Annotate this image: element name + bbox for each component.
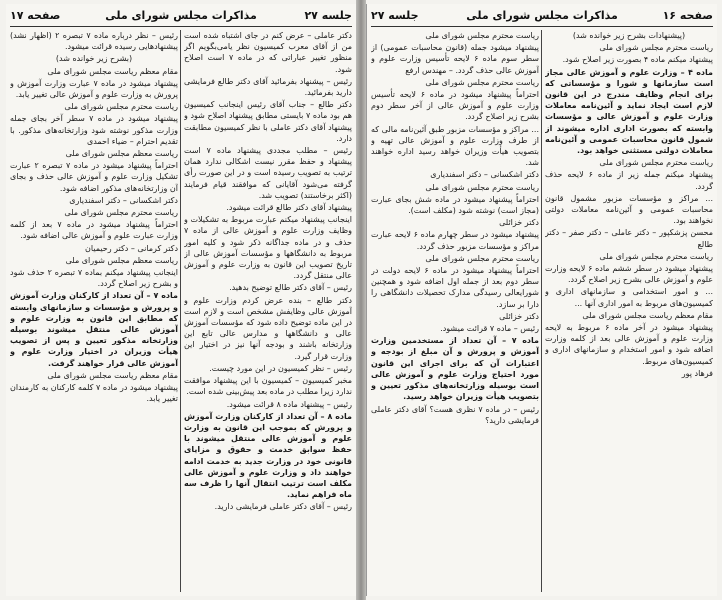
paragraph: دکتر اشکسانی – دکتر اسفندیاری xyxy=(430,170,539,180)
page-title: مذاکرات مجلس شورای ملی xyxy=(466,9,618,22)
paragraph: پیشنهاد میشود جمله (قانون محاسبات عمومی) از سطر سوم ماده ۶ لایحه تأسیس وزارت علوم و آموزش عالی حذف گردد. – مهندس ارفع xyxy=(371,43,539,75)
paragraph: ریاست معظم مجلس شورای ملی xyxy=(65,255,178,265)
paragraph: رئیس – آقای دکتر طالع توضیح بدهید. xyxy=(229,283,352,293)
paragraph: ریاست محترم مجلس شورای ملی xyxy=(425,253,539,263)
paragraph: پیشنهاد میشود در آخر ماده ۶ مربوط به لایحه وزارت علوم و آموزش عالی بعد از کلمه وزارت اضافه شود و امور استخدام و سازمانهای اداری و کمیسیون‌های مربوط. xyxy=(545,323,713,366)
paragraph: پیشنهاد میشود در ماده ۷ سطر آخر بجای جمله وزارت مذکور نوشته شود وزارتخانه‌های مذکور. با تقدیم احترام – ضیاء احمدی xyxy=(10,114,178,146)
paragraph: مقام معظم ریاست مجلس شورای ملی xyxy=(582,310,713,320)
paragraph: احتراماً پیشنهاد میشود در ماده ۶ لایحه تأسیس وزارت علوم و آموزش عالی از آخر سطر دوم بشرح زیر اصلاح گردد. xyxy=(371,90,539,122)
paragraph: پیشنهاد میشود در ماده ۷ عبارت وزارت آموزش و پرورش به وزارت علوم و آموزش عالی تغییر یابد. xyxy=(10,78,178,100)
paragraph: احتراماً پیشنهاد میشود در ماده ۶ لایحه دولت در سطر دوم بعد از جمله اول اضافه شود و همچنین شورایعالی رسیدگی مدارک تحصیلات دانشگاهی را دارا بر سازد. xyxy=(371,266,539,309)
paragraph: ریاست معظم مجلس شورای ملی xyxy=(65,149,178,159)
paragraph: ریاست محترم مجلس شورای ملی xyxy=(64,208,178,218)
paragraph: احتراماً پیشنهاد میشود در ماده ۷ بعد از کلمه وزارت عبارت علوم و آموزش عالی اضافه شود. xyxy=(10,220,178,241)
text-column-right xyxy=(545,30,713,592)
text-column-left xyxy=(371,30,539,592)
page-number: صفحه ۱۶ xyxy=(662,9,713,22)
paragraph: پیشنهاد آقای دکتر طالع قرائت میشود. xyxy=(226,203,352,213)
page-header xyxy=(371,6,713,27)
session-label: جلسه ۲۷ xyxy=(371,9,419,22)
paragraph: پیشنهاد میشود در سطر ششم ماده ۶ لایحه وزارت علوم و آموزش عالی بشرح زیر اصلاح گردد. xyxy=(545,264,713,285)
paragraph: رئیس – ماده ۷ قرائت میشود. xyxy=(440,324,539,334)
page-header xyxy=(10,6,352,27)
paragraph: پیشنهاد میشود در ماده ۷ کلمه کارکنان به کارمندان تغییر یابد. xyxy=(10,383,178,404)
page-title: مذاکرات مجلس شورای ملی xyxy=(105,9,257,22)
paragraph: دکتر طالع – بنده عرض کردم وزارت علوم و آموزش عالی وظایفش مشخص است و لازم است در این ماده توضیح داده شود که مؤسسات آموزش عالی و دانشگاهها و مدارس عالی تابع این وزارتخانه باشند و بودجه آنها نیز در اختیار این وزارت قرار گیرد. xyxy=(184,295,352,361)
paragraph: رئیس – پیشنهاد بفرمائید آقای دکتر طالع فرمایشی دارید بفرمائید. xyxy=(184,76,352,98)
paragraph: ریاست محترم مجلس شورای ملی xyxy=(64,102,178,112)
paragraph: مخبر کمیسیون – کمیسیون با این پیشنهاد موافقت ندارد زیرا مطلب در ماده بعد پیش‌بینی شده است. xyxy=(184,376,352,397)
paragraph: اینجانب پیشنهاد میکنم عبارت مربوط به تشکیلات و وظایف وزارت علوم و آموزش عالی از ماده ۷ حذف و در ماده جداگانه ذکر شود و کلیه امور مربوط به دانشگاهها و مؤسسات آموزش عالی از تاریخ تصویب این قانون به وزارت علوم و آموزش عالی منتقل گردد. xyxy=(184,215,352,281)
paragraph: ریاست محترم مجلس شورای ملی xyxy=(425,182,539,192)
paragraph: احتراماً پیشنهاد میشود در ماده شش بجای عبارت (مجاز است) نوشته شود (مکلف است). xyxy=(371,194,539,216)
page-17 xyxy=(6,4,357,596)
paragraph: ریاست محترم مجلس شورای ملی xyxy=(599,251,713,261)
paragraph: دکتر خزائلی xyxy=(499,218,539,228)
paragraph: پیشنهاد میشود در سطر چهارم ماده ۶ لایحه عبارت مراکز و مؤسسات مزبور حذف گردد. xyxy=(371,230,539,251)
paragraph: (بشرح زیر خوانده شد) xyxy=(55,54,133,64)
paragraph: پیشنهاد میکنم ماده ۴ بصورت زیر اصلاح شود. xyxy=(562,55,713,65)
column-divider xyxy=(180,30,181,592)
paragraph: رئیس – نظر درباره ماده ۷ تبصره ۲ (اظهار نشد) پیشنهادهایی رسیده قرائت میشود. xyxy=(10,31,178,52)
paragraph: ... مراکز و مؤسسات مزبور مشمول قانون محاسبات عمومی و آئین‌نامه معاملات دولتی نخواهند بود. xyxy=(545,193,713,226)
paragraph: ماده ۴ – وزارت علوم و آموزش عالی مجاز است سازمانها و شورا و مؤسساتی که برای انجام وظایف مندرج در این قانون لازم است ایجاد نماید و آئین‌نامه معاملات وزارت علوم و آموزش عالی و مؤسسات وابسته که بصورت اداری اداره میشوند از شمول قانون محاسبات عمومی و آئین‌نامه معاملات دولتی مستثنی خواهد بود. xyxy=(545,67,713,156)
text-column-left xyxy=(10,30,178,592)
paragraph: رئیس – پیشنهاد ماده ۸ قرائت میشود. xyxy=(226,399,352,409)
paragraph: دکتر کرمانی – دکتر رحیمیان xyxy=(85,243,178,253)
paragraph: محسن پزشکپور – دکتر عاملی – دکتر صفر – دکتر طالع xyxy=(545,228,713,249)
page-16 xyxy=(366,4,717,596)
session-label: جلسه ۲۷ xyxy=(304,9,352,22)
paragraph: ... مراکز و مؤسسات مزبور طبق آئین‌نامه مالی که از طرف وزارت علوم و آموزش عالی تهیه و بتصویب هیأت وزیران خواهد رسید اداره خواهند شد. xyxy=(371,124,539,168)
paragraph: اینجانب پیشنهاد میکنم بماده ۷ تبصره ۲ حذف شود و بشرح زیر اصلاح گردد. xyxy=(10,268,178,289)
paragraph: رئیس – مطلب مجددی پیشنهاد ماده ۷ است پیشنهاد و حفظ مقرر نیست اشکالی ندارد همان ترتیب به تصویب رسیده است و در این صورت رأی گرفته می‌شود آقایانی که موافقند قیام فرمایند (اکثر برخاستند) تصویب شد. xyxy=(184,146,352,200)
paragraph: دکتر عاملی – عرض کنم در جای اشتباه شده است من از آقای معرب کمیسیون نظر یامی‌بگویم اگر منظور تغییر عباراتی که در ماده ۷ است اصلاح شود. xyxy=(184,31,352,74)
paragraph: رئیس – آقای دکتر عاملی فرمایشی دارید. xyxy=(214,502,352,512)
column-divider xyxy=(541,30,542,592)
book-gutter xyxy=(356,0,366,600)
paragraph: فرهاد پور xyxy=(681,368,713,378)
text-column-right xyxy=(184,30,352,592)
paragraph: (پیشنهادات بشرح زیر خوانده شد) xyxy=(572,31,686,40)
paragraph: احتراماً پیشنهاد میشود در ماده ۷ تبصره ۲ عبارت تشکیل وزارت علوم و آموزش عالی حذف و بجای آن وزارتخانه‌های مذکور اضافه شود. xyxy=(10,161,178,193)
paragraph: ریاست محترم مجلس شورای ملی xyxy=(599,158,713,168)
paragraph: مقام معظم ریاست مجلس شورای ملی xyxy=(47,66,178,76)
paragraph: ماده ۷ – آن تعداد از مستخدمین وزارت آموزش و پرورش و آن مبلغ از بودجه و اعتبارات آن که برای اجرای این قانون مورد احتیاج وزارت علوم و آموزش عالی است بوسیله وزارتخانه‌های مذکور تعیین و بتصویب هیأت وزیران خواهد رسید. xyxy=(371,336,539,402)
paragraph: رئیس – نظر کمیسیون در این مورد چیست. xyxy=(209,363,352,373)
paragraph: پیشنهاد میکنم جمله زیر از ماده ۶ لایحه حذف گردد. xyxy=(545,170,713,191)
paragraph: دکتر اشکسانی – دکتر اسفندیاری xyxy=(69,195,178,205)
paragraph: دکتر طالع – جناب آقای رئیس اینجانب کمیسیون هم بود ماده ۷ بایستی مطابق پیشنهاد اصلاح شود و پیشنهاد آقای دکتر عاملی با نظر کمیسیون مطابقت دارد. xyxy=(184,100,352,143)
paragraph: ریاست محترم مجلس شورای ملی xyxy=(599,43,713,53)
paragraph: ریاست محترم مجلس شورای ملی xyxy=(425,31,539,40)
paragraph: ریاست محترم مجلس شورای ملی xyxy=(425,77,539,87)
paragraph: ماده ۷ – آن تعداد از کارکنان وزارت آموزش و پرورش و مؤسسات و سازمانهای وابسته که مطابق این قانون به وزارت علوم و آموزش عالی منتقل میشوند بوسیله وزارتخانه مذکور تعیین و پس از تصویب هیأت وزیران در اختیار وزارت علوم و آموزش عالی قرار خواهند گرفت. xyxy=(10,291,178,368)
paragraph: مقام معظم ریاست مجلس شورای ملی xyxy=(47,370,178,380)
paragraph: ... و امور استخدامی و سازمانهای اداری و کمیسیون‌های مربوط به امور اداری آنها ... xyxy=(545,287,713,308)
paragraph: ماده ۸ – آن تعداد از کارکنان وزارت آموزش و پرورش که بموجب این قانون به وزارت علوم و آموزش عالی منتقل میشوند با حفظ سوابق خدمت و حقوق و مزایای قانونی خود در وزارت جدید به خدمت ادامه خواهند داد و وزارت علوم و آموزش عالی مکلف است ترتیب انتقال آنها را ظرف سه ماه فراهم نماید. xyxy=(184,411,352,500)
paragraph: دکتر خزائلی xyxy=(499,311,539,321)
paragraph: رئیس – در ماده ۷ نظری هست؟ آقای دکتر عاملی فرمایشی دارید؟ xyxy=(371,404,539,425)
page-number: صفحه ۱۷ xyxy=(10,9,61,22)
